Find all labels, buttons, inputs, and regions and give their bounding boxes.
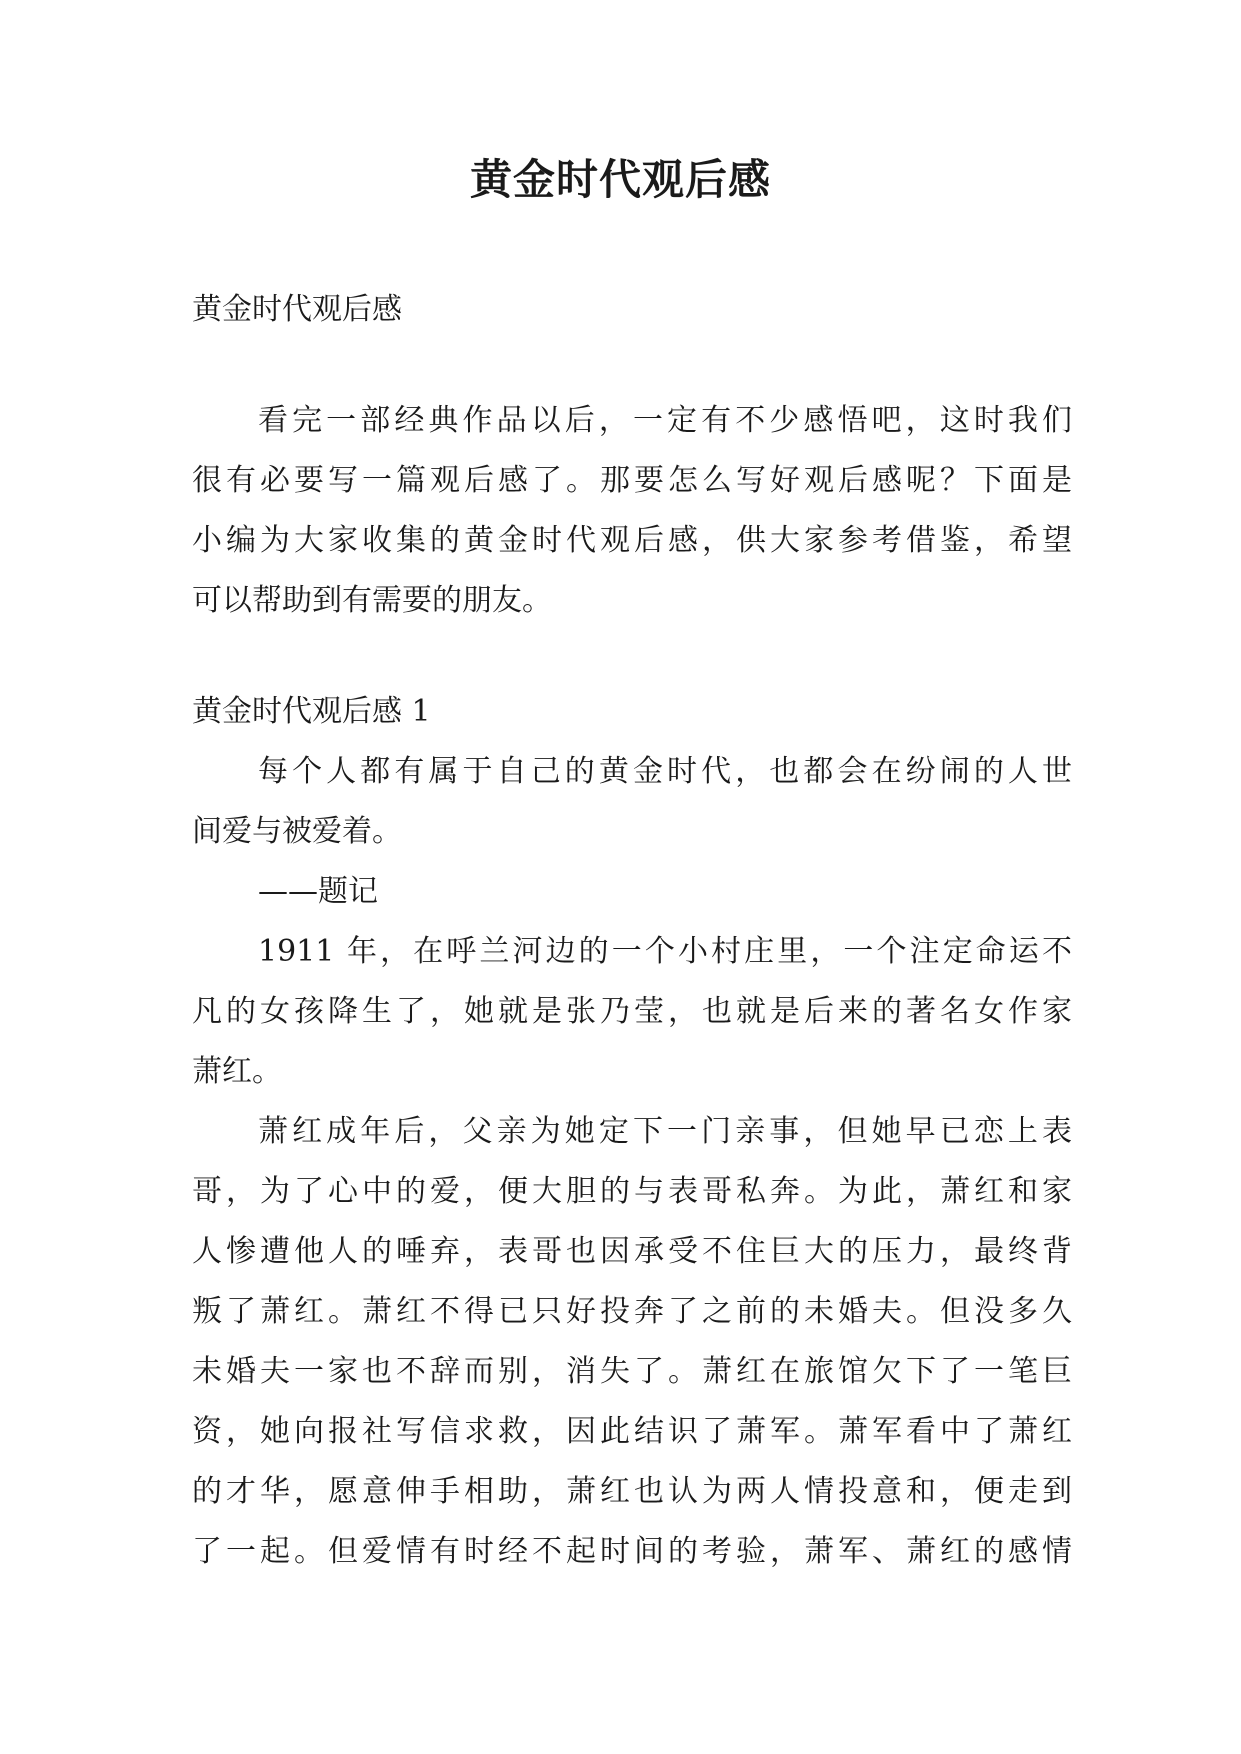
- paragraph-line: 叛了萧红。萧红不得已只好投奔了之前的未婚夫。但没多久: [192, 1294, 1072, 1329]
- section-heading: 黄金时代观后感 1: [192, 694, 431, 729]
- intro-line: 很有必要写一篇观后感了。那要怎么写好观后感呢？下面是: [192, 463, 1072, 498]
- epigraph-source: ——题记: [258, 874, 378, 909]
- paragraph-line: 资，她向报社写信求救，因此结识了萧军。萧军看中了萧红: [192, 1414, 1072, 1449]
- paragraph-line: 萧红。: [192, 1054, 282, 1089]
- intro-line: 可以帮助到有需要的朋友。: [192, 583, 552, 618]
- paragraph-line: 1911 年，在呼兰河边的一个小村庄里，一个注定命运不: [258, 934, 1072, 969]
- epigraph-line: 间爱与被爱着。: [192, 814, 402, 849]
- paragraph-line: 的才华，愿意伸手相助，萧红也认为两人情投意和，便走到: [192, 1474, 1072, 1509]
- paragraph-line: 了一起。但爱情有时经不起时间的考验，萧军、萧红的感情: [192, 1534, 1072, 1569]
- paragraph-line: 凡的女孩降生了，她就是张乃莹，也就是后来的著名女作家: [192, 994, 1072, 1029]
- paragraph-line: 人惨遭他人的唾弃，表哥也因承受不住巨大的压力，最终背: [192, 1234, 1072, 1269]
- document-title: 黄金时代观后感: [469, 155, 771, 204]
- paragraph-line: 未婚夫一家也不辞而别，消失了。萧红在旅馆欠下了一笔巨: [192, 1354, 1072, 1389]
- paragraph-line: 哥，为了心中的爱，便大胆的与表哥私奔。为此，萧红和家: [192, 1174, 1072, 1209]
- paragraph-line: 萧红成年后，父亲为她定下一门亲事，但她早已恋上表: [258, 1114, 1072, 1149]
- intro-line: 小编为大家收集的黄金时代观后感，供大家参考借鉴，希望: [192, 523, 1072, 558]
- epigraph-line: 每个人都有属于自己的黄金时代，也都会在纷闹的人世: [258, 754, 1072, 789]
- intro-line: 看完一部经典作品以后，一定有不少感悟吧，这时我们: [258, 403, 1072, 438]
- document-subtitle: 黄金时代观后感: [192, 292, 402, 327]
